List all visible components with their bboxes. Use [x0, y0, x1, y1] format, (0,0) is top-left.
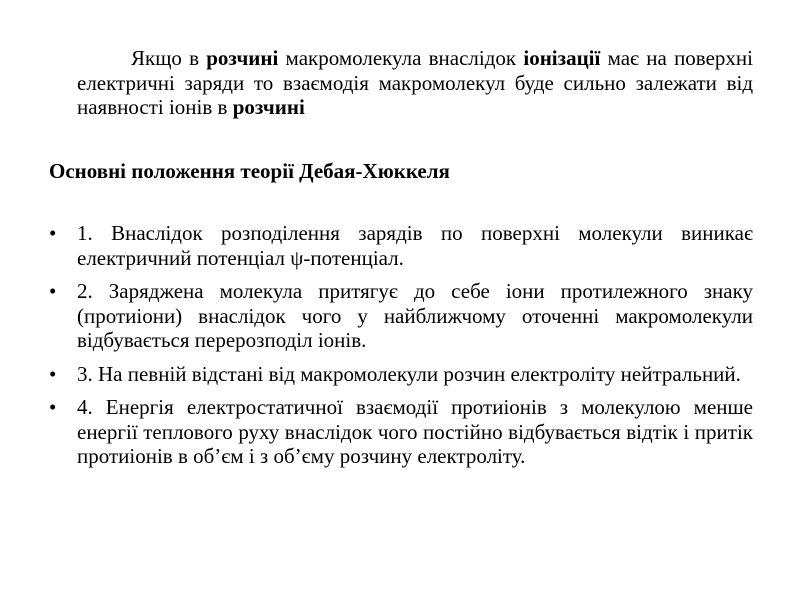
list-item	[49, 362, 753, 387]
intro-text-2: макромолекула внаслідок	[278, 46, 524, 70]
intro-text-1: Якщо в	[131, 46, 207, 70]
list-item	[49, 395, 753, 469]
bullet-icon: •	[49, 221, 57, 245]
bullet-icon: •	[49, 395, 57, 419]
list-item-text: 4. Енергія електростатичної взаємодії протиіонів з молекулою менше енергії теплового руху внаслідок чого постійно відбувається відтік і притік протиіонів в об’єм і з об’єму розчину електроліту.	[77, 395, 753, 468]
bullet-icon: •	[49, 279, 57, 303]
list-item	[49, 279, 753, 353]
list-item-text: 2. Заряджена молекула притягує до себе іони протилежного знаку (протиіони) внаслідок чого у найближчому оточенні макромолекули відбувається перерозподіл іонів.	[77, 279, 753, 352]
intro-bold-solution-end: розчині	[232, 95, 305, 119]
section-heading: Основні положення теорії Дебая-Хюккеля	[49, 159, 450, 183]
list-item	[49, 221, 753, 270]
list-item-text: 3. На певній відстані від макромолекули розчин електроліту нейтральний.	[77, 361, 741, 386]
bullet-list	[49, 221, 753, 478]
intro-bold-solution: розчині	[206, 46, 279, 70]
list-item-text: 1. Внаслідок розподілення зарядів по поверхні молекули виникає електричний потенціал ψ-потенціал.	[77, 221, 753, 270]
bullet-icon: •	[49, 361, 57, 386]
intro-text-3: має на поверхні електричні заряди то взаємодія макромолекул буде сильно залежати від наявності іонів в	[77, 46, 753, 119]
intro-paragraph	[77, 46, 753, 120]
intro-bold-ionization: іонізації	[523, 46, 601, 70]
